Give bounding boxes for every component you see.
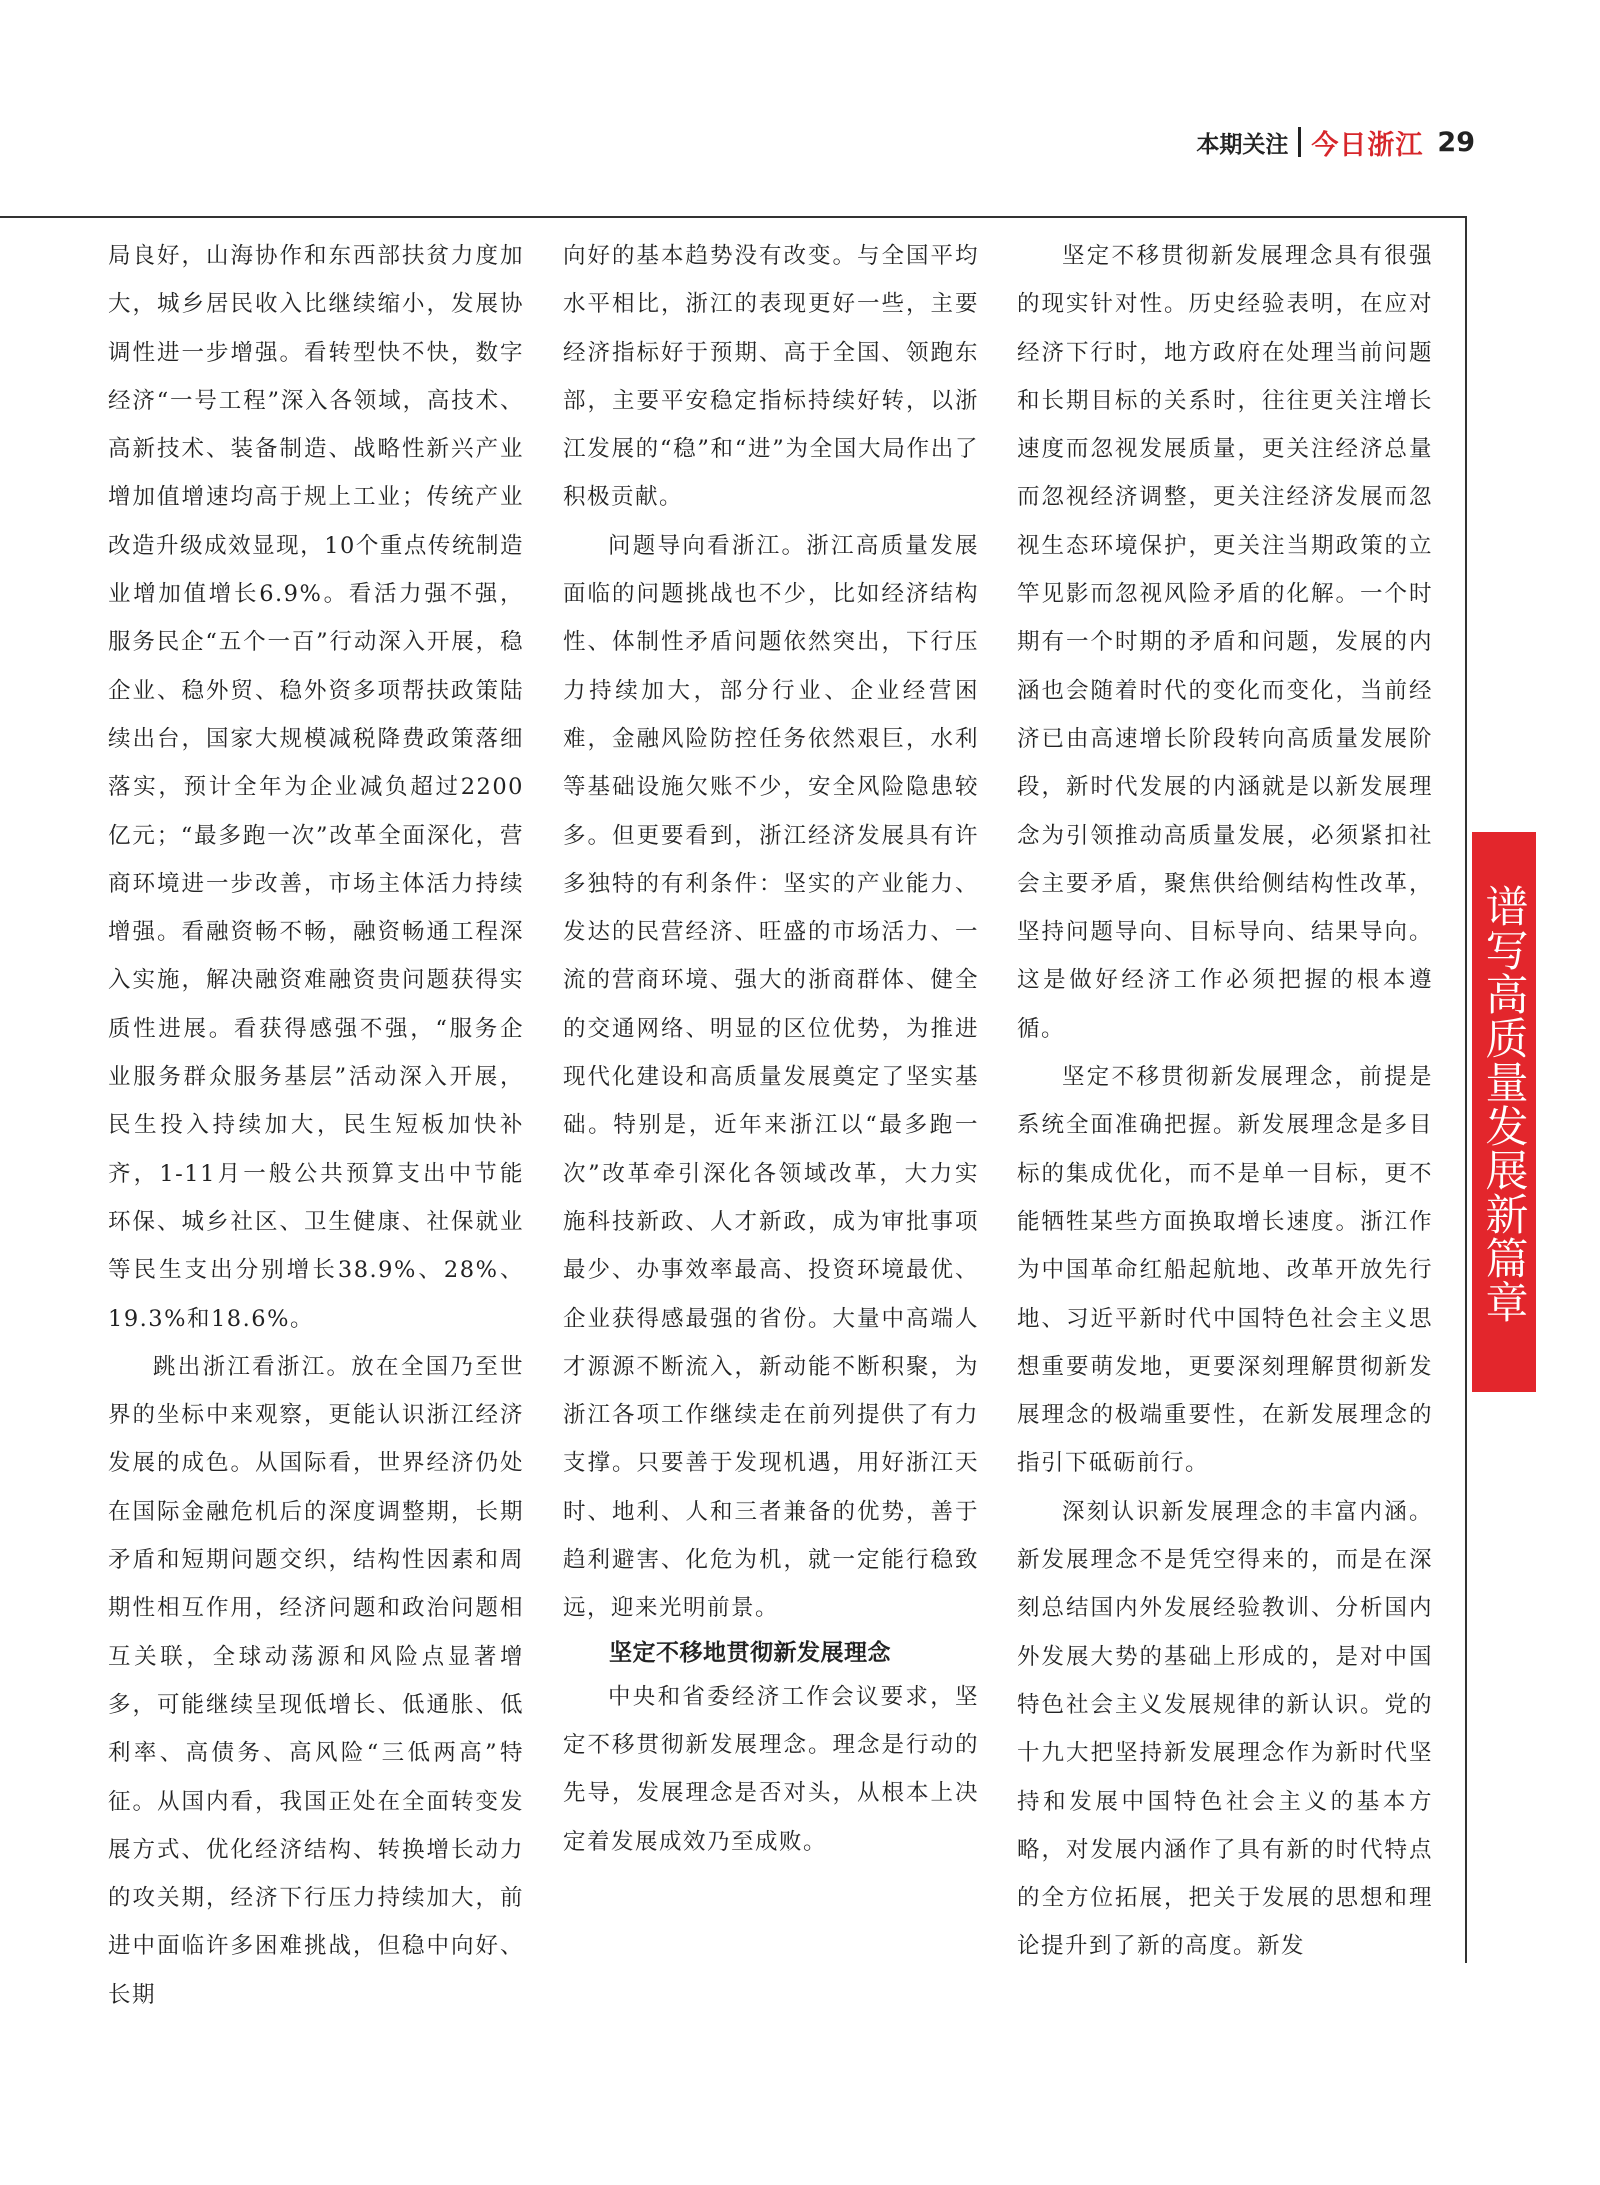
- column-1: [108, 232, 524, 2019]
- right-rule: [1465, 216, 1467, 1963]
- paragraph: 坚定不移贯彻新发展理念，前提是系统全面准确把握。新发展理念是多目标的集成优化，而不是单一目标，更不能牺牲某些方面换取增长速度。浙江作为中国革命红船起航地、改革开放先行地、习近平新时代中国特色社会主义思想重要萌发地，更要深刻理解贯彻新发展理念的极端重要性，在新发展理念的指引下砥砺前行。: [1017, 1064, 1433, 1477]
- section-label: 本期关注: [1196, 131, 1289, 158]
- column-3: [1017, 232, 1433, 1971]
- paragraph: 问题导向看浙江。浙江高质量发展面临的问题挑战也不少，比如经济结构性、体制性矛盾问题依然突出，下行压力持续加大，部分行业、企业经营困难，金融风险防控任务依然艰巨，水利等基础设施欠账不少，安全风险隐患较多。但更要看到，浙江经济发展具有许多独特的有利条件：坚实的产业能力、发达的民营经济、旺盛的市场活力、一流的营商环境、强大的浙商群体、健全的交通网络、明显的区位优势，为推进现代化建设和高质量发展奠定了坚实基础。特别是，近年来浙江以“最多跑一次”改革牵引深化各领域改革，大力实施科技新政、人才新政，成为审批事项最少、办事效率最高、投资环境最优、企业获得感最强的省份。大量中高端人才源源不断流入，新动能不断积聚，为浙江各项工作继续走在前列提供了有力支撑。只要善于发现机遇，用好浙江天时、地利、人和三者兼备的优势，善于趋利避害、化危为机，就一定能行稳致远，迎来光明前景。: [563, 532, 979, 1622]
- paragraph: 跳出浙江看浙江。放在全国乃至世界的坐标中来观察，更能认识浙江经济发展的成色。从国际看，世界经济仍处在国际金融危机后的深度调整期，长期矛盾和短期问题交织，结构性因素和周期性相互作用，经济问题和政治问题相互关联，全球动荡源和风险点显著增多，可能继续呈现低增长、低通胀、低利率、高债务、高风险“三低两高”特征。从国内看，我国正处在全面转变发展方式、优化经济结构、转换增长动力的攻关期，经济下行压力持续加大，前进中面临许多困难挑战，但稳中向好、长期: [108, 1353, 524, 2008]
- page-header: [1196, 122, 1475, 162]
- paragraph: 坚定不移贯彻新发展理念具有很强的现实针对性。历史经验表明，在应对经济下行时，地方政府在处理当前问题和长期目标的关系时，往往更关注增长速度而忽视发展质量，更关注经济总量而忽视经济调整，更关注经济发展而忽视生态环境保护，更关注当期政策的立竿见影而忽视风险矛盾的化解。一个时期有一个时期的矛盾和问题，发展的内涵也会随着时代的变化而变化，当前经济已由高速增长阶段转向高质量发展阶段，新时代发展的内涵就是以新发展理念为引领推动高质量发展，必须紧扣社会主要矛盾，聚焦供给侧结构性改革，坚持问题导向、目标导向、结果导向。这是做好经济工作必须把握的根本遵循。: [1017, 243, 1433, 1042]
- column-2: [563, 232, 979, 1866]
- paragraph: 深刻认识新发展理念的丰富内涵。新发展理念不是凭空得来的，而是在深刻总结国内外发展经验教训、分析国内外发展大势的基础上形成的，是对中国特色社会主义发展规律的新认识。党的十九大把坚持新发展理念作为新时代坚持和发展中国特色社会主义的基本方略，对发展内涵作了具有新的时代特点的全方位拓展，把关于发展的思想和理论提升到了新的高度。新发: [1017, 1498, 1433, 1960]
- magazine-logo: 今日浙江: [1311, 129, 1424, 161]
- paragraph: 中央和省委经济工作会议要求，坚定不移贯彻新发展理念。理念是行动的先导，发展理念是否对头，从根本上决定着发展成效乃至成败。: [563, 1683, 979, 1855]
- paragraph: 局良好，山海协作和东西部扶贫力度加大，城乡居民收入比继续缩小，发展协调性进一步增强。看转型快不快，数字经济“一号工程”深入各领域，高技术、高新技术、装备制造、战略性新兴产业增加值增速均高于规上工业；传统产业改造升级成效显现，10个重点传统制造业增加值增长6.9%。看活力强不强，服务民企“五个一百”行动深入开展，稳企业、稳外贸、稳外资多项帮扶政策陆续出台，国家大规模减税降费政策落细落实，预计全年为企业减负超过2200亿元；“最多跑一次”改革全面深化，营商环境进一步改善，市场主体活力持续增强。看融资畅不畅，融资畅通工程深入实施，解决融资难融资贵问题获得实质性进展。看获得感强不强，“服务企业服务群众服务基层”活动深入开展，民生投入持续加大，民生短板加快补齐，1-11月一般公共预算支出中节能环保、城乡社区、卫生健康、社保就业等民生支出分别增长38.9%、28%、19.3%和18.6%。: [108, 243, 524, 1332]
- page-number: 29: [1437, 126, 1475, 158]
- paragraph: 向好的基本趋势没有改变。与全国平均水平相比，浙江的表现更好一些，主要经济指标好于预期、高于全国、领跑东部，主要平安稳定指标持续好转，以浙江发展的“稳”和“进”为全国大局作出了积极贡献。: [563, 243, 979, 511]
- side-tab-title: 谱写高质量发展新篇章: [1478, 884, 1529, 1324]
- top-rule: [0, 216, 1466, 218]
- section-subheading: 坚定不移地贯彻新发展理念: [609, 1639, 891, 1666]
- side-tab: [1472, 832, 1536, 1392]
- header-divider: [1298, 127, 1301, 157]
